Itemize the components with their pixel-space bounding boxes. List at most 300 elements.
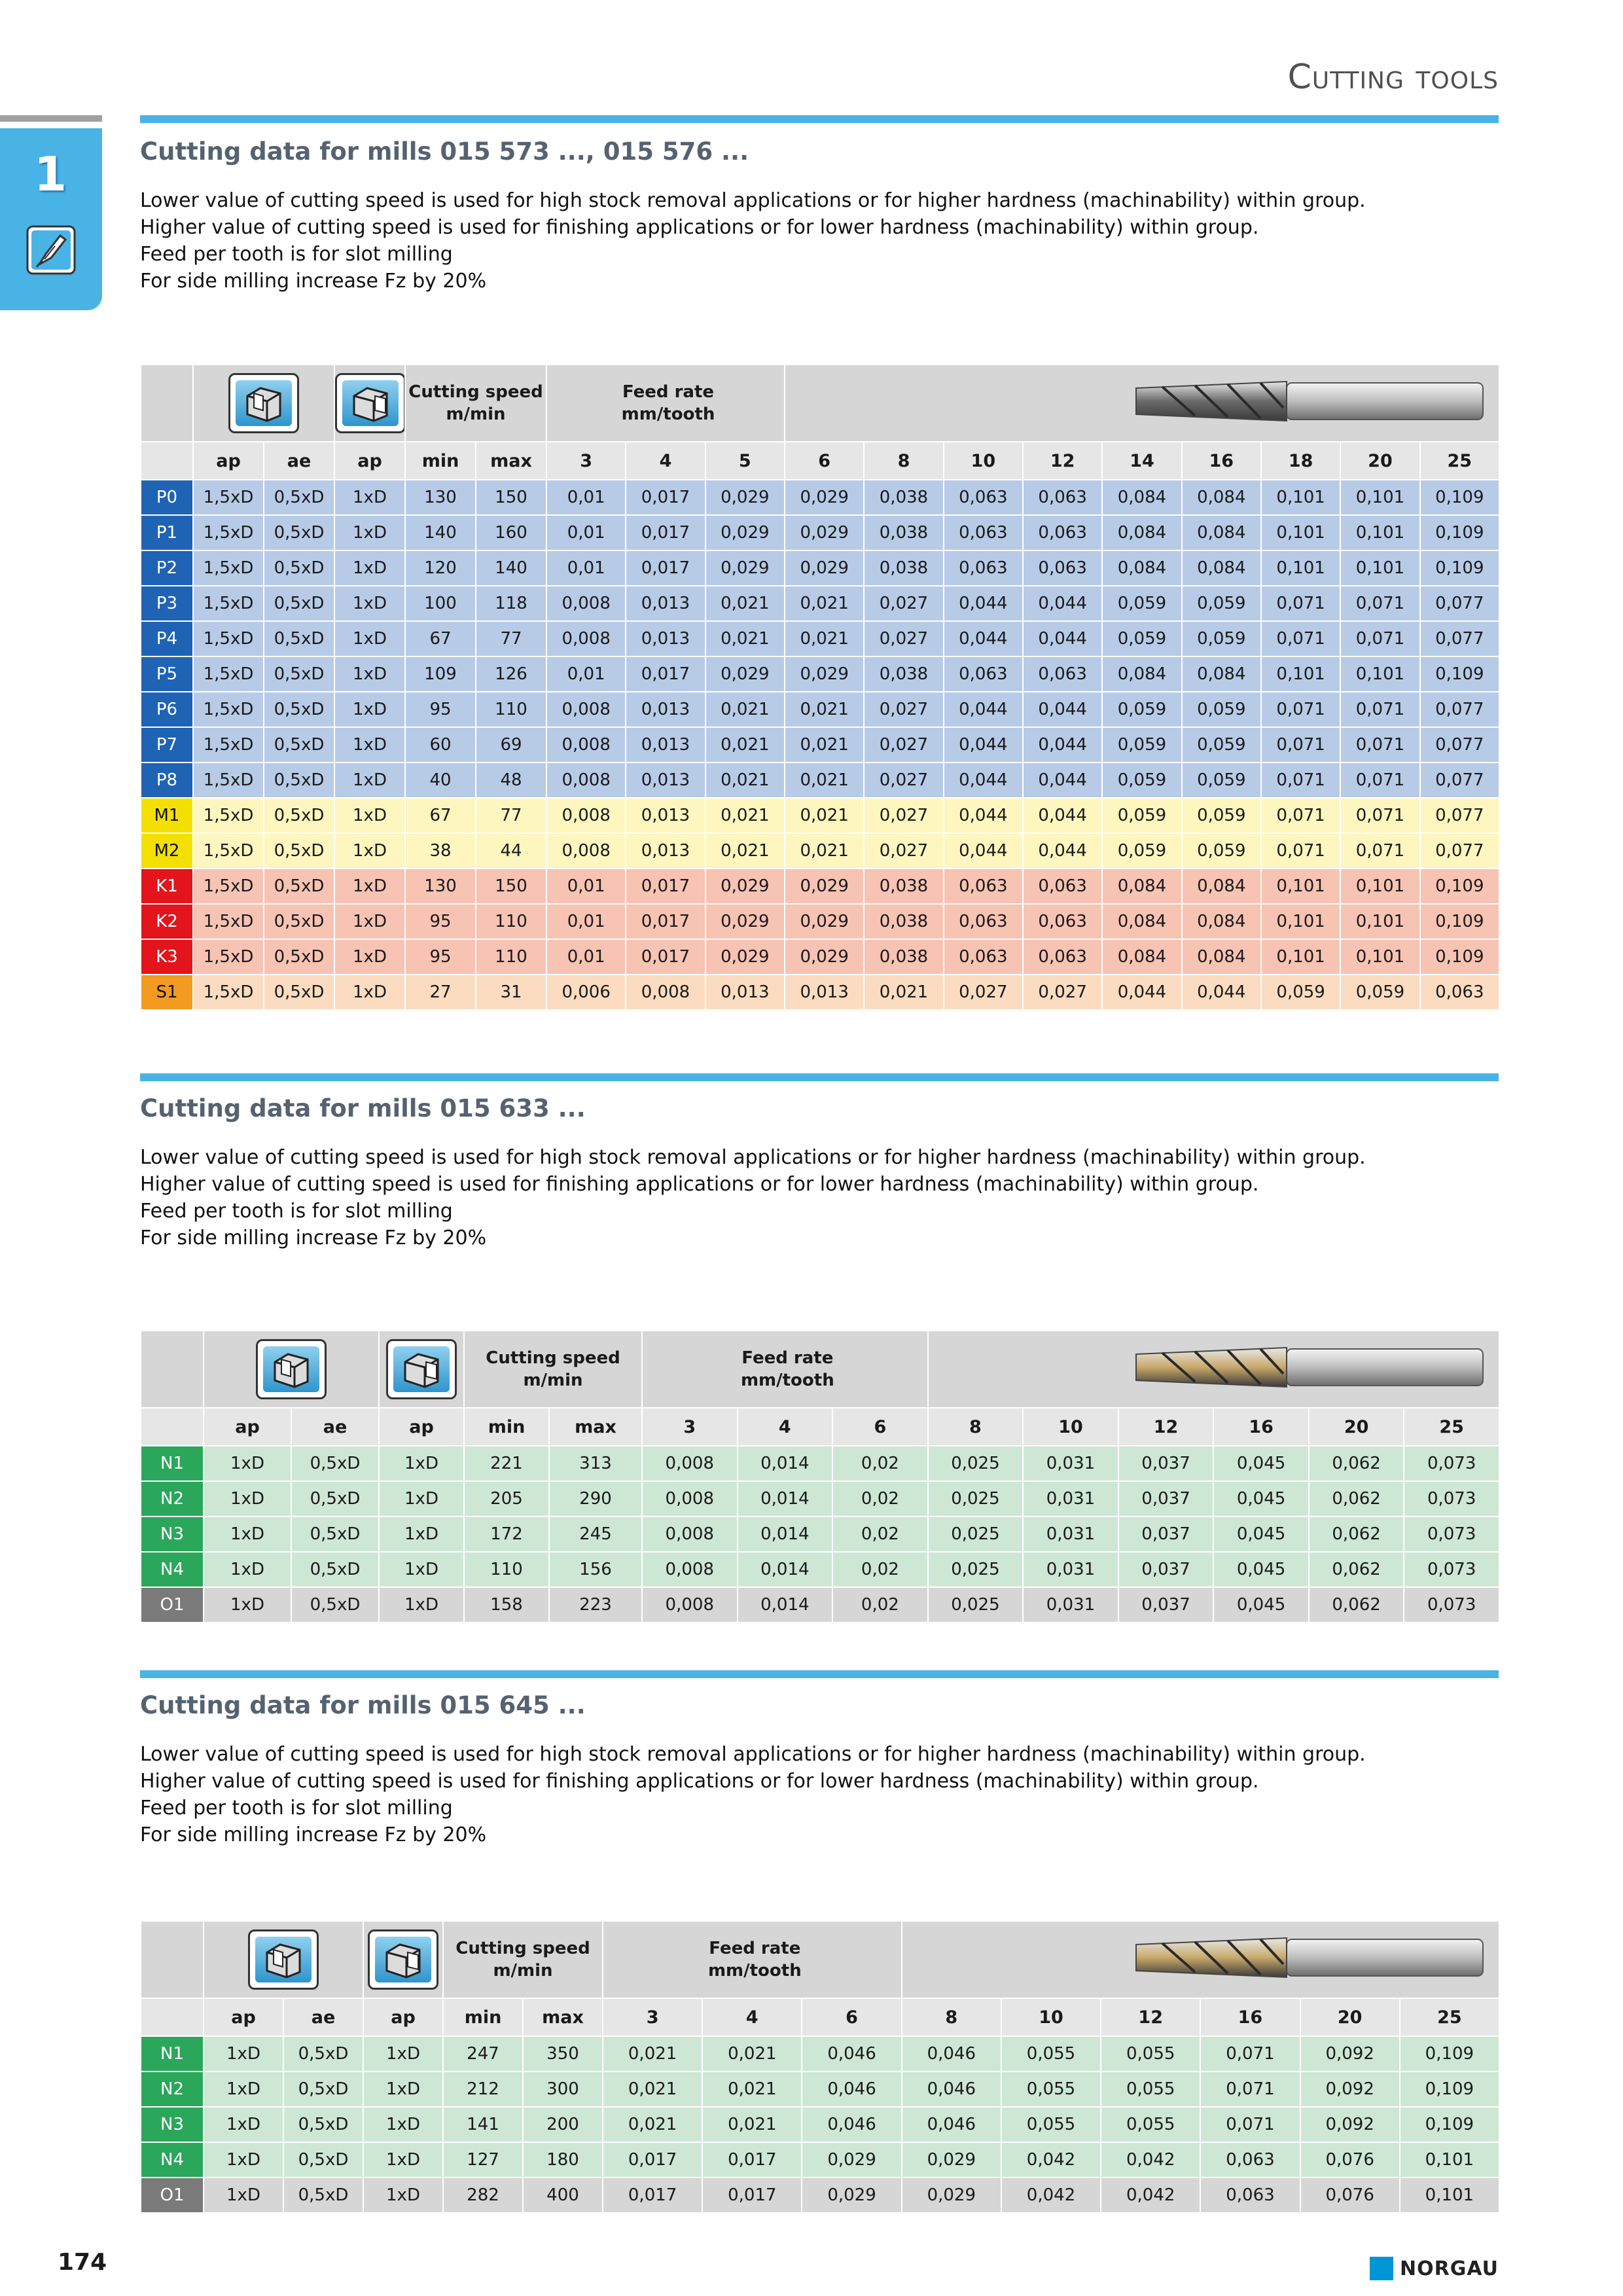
feed-value-cell: 0,084	[1182, 515, 1261, 550]
feed-value-cell: 0,059	[1182, 833, 1261, 869]
table-row	[141, 1516, 1499, 1552]
table-row	[141, 2178, 1499, 2213]
feed-value-cell: 0,071	[1340, 586, 1419, 621]
feed-value-cell: 0,092	[1300, 2036, 1400, 2072]
diameter-header: 8	[902, 1998, 1001, 2036]
feed-value-cell: 0,021	[603, 2107, 702, 2142]
page-header-title: Cutting tools	[1287, 58, 1499, 97]
speed-min-cell: 221	[464, 1446, 549, 1481]
column-header-row	[141, 1408, 1499, 1446]
feed-value-cell: 0,109	[1420, 550, 1499, 586]
depth-ap-cell: 1xD	[204, 1446, 291, 1481]
speed-min-cell: 60	[405, 727, 476, 762]
feed-value-cell: 0,029	[785, 515, 864, 550]
feed-value-cell: 0,059	[1102, 798, 1181, 833]
feed-value-cell: 0,014	[738, 1481, 833, 1516]
depth-ap-cell: 1,5xD	[193, 692, 264, 727]
feed-value-cell: 0,021	[705, 692, 785, 727]
feed-value-cell: 0,021	[785, 692, 864, 727]
feed-rate-unit: mm/tooth	[707, 1961, 802, 1981]
depth-ap-cell: 1xD	[204, 2036, 283, 2072]
feed-value-cell: 0,084	[1182, 869, 1261, 904]
col-speed-min-header: min	[405, 442, 476, 480]
diameter-header: 12	[1101, 1998, 1200, 2036]
depth-ap-side-cell: 1xD	[379, 1516, 464, 1552]
diameter-header: 14	[1102, 442, 1181, 480]
feed-value-cell: 0,021	[702, 2072, 802, 2107]
feed-value-cell: 0,055	[1001, 2036, 1101, 2072]
feed-value-cell: 0,059	[1261, 975, 1340, 1010]
feed-value-cell: 0,038	[864, 550, 943, 586]
feed-value-cell: 0,059	[1182, 586, 1261, 621]
feed-value-cell: 0,021	[785, 833, 864, 869]
cutting-speed-header	[443, 1921, 603, 1998]
feed-value-cell: 0,017	[626, 550, 705, 586]
feed-value-cell: 0,073	[1404, 1552, 1499, 1587]
section-3-notes	[140, 1741, 1366, 1848]
material-group-label: S1	[141, 975, 193, 1010]
diameter-header: 20	[1309, 1408, 1404, 1446]
feed-value-cell: 0,029	[705, 869, 785, 904]
feed-value-cell: 0,017	[626, 656, 705, 692]
table-row	[141, 586, 1499, 621]
speed-min-cell: 282	[443, 2178, 523, 2213]
feed-value-cell: 0,014	[738, 1516, 833, 1552]
feed-value-cell: 0,109	[1400, 2036, 1499, 2072]
feed-value-cell: 0,101	[1261, 939, 1340, 975]
feed-rate-header	[603, 1921, 902, 1998]
material-group-label: K1	[141, 869, 193, 904]
feed-value-cell: 0,071	[1261, 762, 1340, 798]
feed-value-cell: 0,073	[1404, 1446, 1499, 1481]
col-ap-side-header: ap	[334, 442, 405, 480]
depth-ap-side-cell: 1xD	[334, 515, 405, 550]
diameter-header: 16	[1182, 442, 1261, 480]
feed-value-cell: 0,045	[1213, 1481, 1309, 1516]
width-ae-cell: 0,5xD	[264, 762, 334, 798]
feed-value-cell: 0,027	[864, 692, 943, 727]
side-milling-cell	[363, 1921, 443, 1998]
diameter-header: 6	[785, 442, 864, 480]
speed-max-cell: 290	[549, 1481, 642, 1516]
header-blank-cell	[141, 1331, 204, 1408]
depth-ap-side-cell: 1xD	[334, 586, 405, 621]
feed-value-cell: 0,013	[626, 833, 705, 869]
feed-value-cell: 0,077	[1420, 692, 1499, 727]
feed-value-cell: 0,071	[1340, 692, 1419, 727]
feed-value-cell: 0,109	[1400, 2107, 1499, 2142]
col-ap-side-header: ap	[379, 1408, 464, 1446]
section-3-title: Cutting data for mills 015 645 ...	[140, 1691, 586, 1719]
speed-max-cell: 31	[476, 975, 546, 1010]
feed-value-cell: 0,063	[1023, 939, 1102, 975]
cutting-speed-header	[405, 365, 546, 442]
feed-value-cell: 0,059	[1182, 692, 1261, 727]
feed-value-cell: 0,063	[944, 480, 1023, 515]
feed-value-cell: 0,021	[603, 2036, 702, 2072]
feed-value-cell: 0,042	[1101, 2178, 1200, 2213]
feed-value-cell: 0,101	[1340, 656, 1419, 692]
feed-value-cell: 0,084	[1102, 550, 1181, 586]
speed-min-cell: 172	[464, 1516, 549, 1552]
feed-value-cell: 0,029	[785, 550, 864, 586]
feed-value-cell: 0,101	[1340, 515, 1419, 550]
feed-value-cell: 0,029	[705, 939, 785, 975]
note-line: For side milling increase Fz by 20%	[140, 1823, 487, 1846]
feed-value-cell: 0,044	[944, 762, 1023, 798]
feed-value-cell: 0,044	[1023, 727, 1102, 762]
speed-max-cell: 110	[476, 939, 546, 975]
feed-value-cell: 0,021	[785, 586, 864, 621]
feed-value-cell: 0,101	[1261, 515, 1340, 550]
speed-max-cell: 180	[523, 2142, 603, 2178]
feed-value-cell: 0,063	[944, 869, 1023, 904]
feed-value-cell: 0,073	[1404, 1516, 1499, 1552]
width-ae-cell: 0,5xD	[264, 692, 334, 727]
table-row	[141, 2072, 1499, 2107]
diameter-header: 16	[1213, 1408, 1309, 1446]
feed-value-cell: 0,059	[1182, 798, 1261, 833]
table-row	[141, 656, 1499, 692]
feed-value-cell: 0,021	[705, 798, 785, 833]
feed-value-cell: 0,021	[705, 621, 785, 656]
feed-value-cell: 0,042	[1001, 2178, 1101, 2213]
feed-value-cell: 0,021	[785, 798, 864, 833]
feed-value-cell: 0,008	[546, 621, 626, 656]
depth-ap-side-cell: 1xD	[334, 692, 405, 727]
feed-value-cell: 0,063	[1023, 904, 1102, 939]
slot-milling-cell	[204, 1921, 363, 1998]
feed-value-cell: 0,01	[546, 480, 626, 515]
speed-max-cell: 48	[476, 762, 546, 798]
table-row	[141, 833, 1499, 869]
column-header-blank	[141, 1998, 204, 2036]
section-1-notes	[140, 187, 1366, 295]
feed-value-cell: 0,029	[705, 515, 785, 550]
side-milling-icon	[335, 373, 405, 433]
feed-value-cell: 0,059	[1340, 975, 1419, 1010]
feed-value-cell: 0,077	[1420, 798, 1499, 833]
feed-value-cell: 0,109	[1420, 515, 1499, 550]
feed-value-cell: 0,029	[785, 869, 864, 904]
feed-rate-unit: mm/tooth	[621, 404, 715, 424]
depth-ap-cell: 1,5xD	[193, 550, 264, 586]
feed-value-cell: 0,044	[1023, 586, 1102, 621]
feed-value-cell: 0,008	[642, 1446, 738, 1481]
depth-ap-cell: 1,5xD	[193, 833, 264, 869]
feed-value-cell: 0,013	[626, 692, 705, 727]
feed-value-cell: 0,063	[1200, 2142, 1300, 2178]
feed-value-cell: 0,021	[864, 975, 943, 1010]
feed-value-cell: 0,059	[1102, 762, 1181, 798]
feed-value-cell: 0,008	[642, 1516, 738, 1552]
feed-value-cell: 0,062	[1309, 1481, 1404, 1516]
speed-min-cell: 40	[405, 762, 476, 798]
cutting-data-table-1	[140, 364, 1500, 1011]
feed-rate-label: Feed rate	[709, 1939, 801, 1958]
col-ae-header: ae	[283, 1998, 363, 2036]
speed-max-cell: 223	[549, 1587, 642, 1623]
speed-min-cell: 100	[405, 586, 476, 621]
feed-value-cell: 0,029	[785, 904, 864, 939]
feed-value-cell: 0,076	[1300, 2178, 1400, 2213]
speed-max-cell: 126	[476, 656, 546, 692]
feed-value-cell: 0,042	[1001, 2142, 1101, 2178]
feed-value-cell: 0,109	[1400, 2072, 1499, 2107]
feed-value-cell: 0,071	[1200, 2072, 1300, 2107]
diameter-header: 18	[1261, 442, 1340, 480]
material-group-label: M1	[141, 798, 193, 833]
table-row	[141, 692, 1499, 727]
material-group-label: K2	[141, 904, 193, 939]
slot-milling-icon	[228, 373, 299, 433]
feed-value-cell: 0,077	[1420, 586, 1499, 621]
feed-value-cell: 0,073	[1404, 1481, 1499, 1516]
col-ap-header: ap	[204, 1408, 291, 1446]
material-group-label: N1	[141, 1446, 204, 1481]
feed-value-cell: 0,008	[546, 762, 626, 798]
feed-value-cell: 0,008	[546, 727, 626, 762]
depth-ap-cell: 1,5xD	[193, 762, 264, 798]
feed-value-cell: 0,027	[864, 621, 943, 656]
feed-value-cell: 0,025	[928, 1587, 1024, 1623]
feed-value-cell: 0,017	[626, 869, 705, 904]
width-ae-cell: 0,5xD	[283, 2178, 363, 2213]
feed-value-cell: 0,109	[1420, 904, 1499, 939]
feed-value-cell: 0,063	[944, 550, 1023, 586]
table-row	[141, 1552, 1499, 1587]
speed-min-cell: 130	[405, 480, 476, 515]
column-header-row	[141, 442, 1499, 480]
speed-max-cell: 118	[476, 586, 546, 621]
width-ae-cell: 0,5xD	[264, 975, 334, 1010]
speed-max-cell: 300	[523, 2072, 603, 2107]
feed-value-cell: 0,01	[546, 904, 626, 939]
speed-min-cell: 140	[405, 515, 476, 550]
column-header-blank	[141, 1408, 204, 1446]
feed-value-cell: 0,071	[1261, 833, 1340, 869]
note-line: For side milling increase Fz by 20%	[140, 1227, 487, 1249]
speed-max-cell: 110	[476, 692, 546, 727]
feed-value-cell: 0,013	[705, 975, 785, 1010]
feed-value-cell: 0,013	[626, 727, 705, 762]
feed-value-cell: 0,008	[626, 975, 705, 1010]
speed-min-cell: 109	[405, 656, 476, 692]
feed-value-cell: 0,071	[1261, 621, 1340, 656]
feed-value-cell: 0,101	[1261, 869, 1340, 904]
feed-value-cell: 0,101	[1340, 939, 1419, 975]
depth-ap-side-cell: 1xD	[334, 727, 405, 762]
width-ae-cell: 0,5xD	[264, 798, 334, 833]
col-ae-header: ae	[291, 1408, 379, 1446]
diameter-header: 10	[1023, 1408, 1118, 1446]
feed-value-cell: 0,063	[1023, 656, 1102, 692]
note-line: Higher value of cutting speed is used for finishing applications or for lower hardness (machinability) within group.	[140, 216, 1259, 239]
cutting-data-table-3	[140, 1920, 1500, 2214]
depth-ap-side-cell: 1xD	[334, 656, 405, 692]
table-row	[141, 798, 1499, 833]
width-ae-cell: 0,5xD	[291, 1587, 379, 1623]
feed-value-cell: 0,062	[1309, 1446, 1404, 1481]
feed-value-cell: 0,077	[1420, 621, 1499, 656]
feed-value-cell: 0,101	[1261, 550, 1340, 586]
diameter-header: 16	[1200, 1998, 1300, 2036]
depth-ap-side-cell: 1xD	[334, 550, 405, 586]
width-ae-cell: 0,5xD	[264, 515, 334, 550]
feed-value-cell: 0,101	[1340, 904, 1419, 939]
feed-value-cell: 0,044	[1023, 621, 1102, 656]
speed-min-cell: 205	[464, 1481, 549, 1516]
feed-value-cell: 0,044	[1023, 833, 1102, 869]
speed-min-cell: 27	[405, 975, 476, 1010]
diameter-header: 20	[1300, 1998, 1400, 2036]
feed-value-cell: 0,055	[1001, 2107, 1101, 2142]
width-ae-cell: 0,5xD	[283, 2107, 363, 2142]
material-group-label: P4	[141, 621, 193, 656]
diameter-header: 10	[1001, 1998, 1101, 2036]
feed-value-cell: 0,063	[1023, 550, 1102, 586]
feed-value-cell: 0,037	[1118, 1481, 1214, 1516]
material-group-label: N2	[141, 1481, 204, 1516]
feed-value-cell: 0,055	[1101, 2072, 1200, 2107]
table-row	[141, 2036, 1499, 2072]
section-3-rule	[140, 1670, 1499, 1678]
feed-value-cell: 0,046	[802, 2072, 901, 2107]
feed-value-cell: 0,101	[1400, 2142, 1499, 2178]
table-header-row	[141, 1921, 1499, 1998]
feed-value-cell: 0,063	[1420, 975, 1499, 1010]
width-ae-cell: 0,5xD	[291, 1481, 379, 1516]
depth-ap-side-cell: 1xD	[334, 869, 405, 904]
feed-value-cell: 0,008	[642, 1481, 738, 1516]
material-group-label: P3	[141, 586, 193, 621]
depth-ap-cell: 1xD	[204, 2142, 283, 2178]
feed-value-cell: 0,055	[1101, 2107, 1200, 2142]
table-row	[141, 939, 1499, 975]
diameter-header: 3	[603, 1998, 702, 2036]
width-ae-cell: 0,5xD	[291, 1552, 379, 1587]
table-row	[141, 621, 1499, 656]
speed-max-cell: 69	[476, 727, 546, 762]
speed-max-cell: 350	[523, 2036, 603, 2072]
feed-value-cell: 0,059	[1102, 727, 1181, 762]
feed-value-cell: 0,037	[1118, 1552, 1214, 1587]
feed-value-cell: 0,025	[928, 1516, 1024, 1552]
speed-min-cell: 95	[405, 939, 476, 975]
feed-value-cell: 0,044	[1023, 762, 1102, 798]
feed-value-cell: 0,071	[1340, 762, 1419, 798]
width-ae-cell: 0,5xD	[264, 480, 334, 515]
table-row	[141, 1446, 1499, 1481]
speed-max-cell: 160	[476, 515, 546, 550]
feed-value-cell: 0,109	[1420, 869, 1499, 904]
feed-value-cell: 0,059	[1182, 621, 1261, 656]
header-blank-cell	[141, 1921, 204, 1998]
diameter-header: 5	[705, 442, 785, 480]
depth-ap-side-cell: 1xD	[363, 2036, 443, 2072]
depth-ap-cell: 1xD	[204, 1552, 291, 1587]
feed-value-cell: 0,017	[603, 2142, 702, 2178]
feed-value-cell: 0,059	[1102, 621, 1181, 656]
feed-value-cell: 0,044	[944, 692, 1023, 727]
feed-value-cell: 0,073	[1404, 1587, 1499, 1623]
diameter-header: 3	[642, 1408, 738, 1446]
feed-value-cell: 0,055	[1001, 2072, 1101, 2107]
diameter-header: 25	[1420, 442, 1499, 480]
feed-value-cell: 0,027	[944, 975, 1023, 1010]
section-2-rule	[140, 1073, 1499, 1081]
width-ae-cell: 0,5xD	[264, 904, 334, 939]
depth-ap-side-cell: 1xD	[363, 2142, 443, 2178]
width-ae-cell: 0,5xD	[264, 727, 334, 762]
cutting-speed-unit: m/min	[523, 1371, 583, 1390]
tool-image-cell	[928, 1331, 1499, 1408]
feed-value-cell: 0,101	[1261, 480, 1340, 515]
speed-max-cell: 156	[549, 1552, 642, 1587]
feed-value-cell: 0,046	[802, 2036, 901, 2072]
feed-value-cell: 0,027	[864, 586, 943, 621]
column-header-row	[141, 1998, 1499, 2036]
feed-value-cell: 0,077	[1420, 762, 1499, 798]
feed-value-cell: 0,013	[626, 586, 705, 621]
feed-value-cell: 0,045	[1213, 1446, 1309, 1481]
col-speed-min-header: min	[443, 1998, 523, 2036]
feed-value-cell: 0,02	[832, 1481, 928, 1516]
feed-value-cell: 0,038	[864, 656, 943, 692]
brand-logo	[1370, 2255, 1499, 2282]
speed-max-cell: 200	[523, 2107, 603, 2142]
material-group-label: N3	[141, 2107, 204, 2142]
speed-min-cell: 158	[464, 1587, 549, 1623]
feed-value-cell: 0,101	[1340, 869, 1419, 904]
feed-value-cell: 0,038	[864, 869, 943, 904]
side-milling-icon	[368, 1929, 438, 1990]
feed-value-cell: 0,017	[603, 2178, 702, 2213]
speed-max-cell: 150	[476, 480, 546, 515]
feed-value-cell: 0,109	[1420, 480, 1499, 515]
feed-value-cell: 0,084	[1182, 480, 1261, 515]
depth-ap-side-cell: 1xD	[363, 2178, 443, 2213]
speed-max-cell: 150	[476, 869, 546, 904]
end-mill-icon	[26, 225, 76, 275]
feed-value-cell: 0,084	[1102, 656, 1181, 692]
cutting-speed-unit: m/min	[446, 404, 506, 424]
speed-min-cell: 67	[405, 798, 476, 833]
slot-milling-cell	[204, 1331, 379, 1408]
feed-value-cell: 0,01	[546, 550, 626, 586]
depth-ap-cell: 1,5xD	[193, 656, 264, 692]
feed-value-cell: 0,013	[626, 621, 705, 656]
side-milling-icon	[386, 1339, 457, 1399]
feed-value-cell: 0,021	[785, 727, 864, 762]
speed-min-cell: 67	[405, 621, 476, 656]
material-group-label: K3	[141, 939, 193, 975]
table-row	[141, 762, 1499, 798]
material-group-label: P6	[141, 692, 193, 727]
feed-value-cell: 0,017	[626, 939, 705, 975]
diameter-header: 8	[928, 1408, 1024, 1446]
feed-value-cell: 0,062	[1309, 1516, 1404, 1552]
width-ae-cell: 0,5xD	[264, 586, 334, 621]
feed-value-cell: 0,031	[1023, 1587, 1118, 1623]
depth-ap-side-cell: 1xD	[379, 1587, 464, 1623]
feed-value-cell: 0,029	[705, 904, 785, 939]
note-line: Lower value of cutting speed is used for high stock removal applications or for higher hardness (machinability) within group.	[140, 1743, 1366, 1766]
feed-value-cell: 0,017	[702, 2178, 802, 2213]
depth-ap-cell: 1,5xD	[193, 621, 264, 656]
diameter-header: 10	[944, 442, 1023, 480]
depth-ap-side-cell: 1xD	[334, 621, 405, 656]
